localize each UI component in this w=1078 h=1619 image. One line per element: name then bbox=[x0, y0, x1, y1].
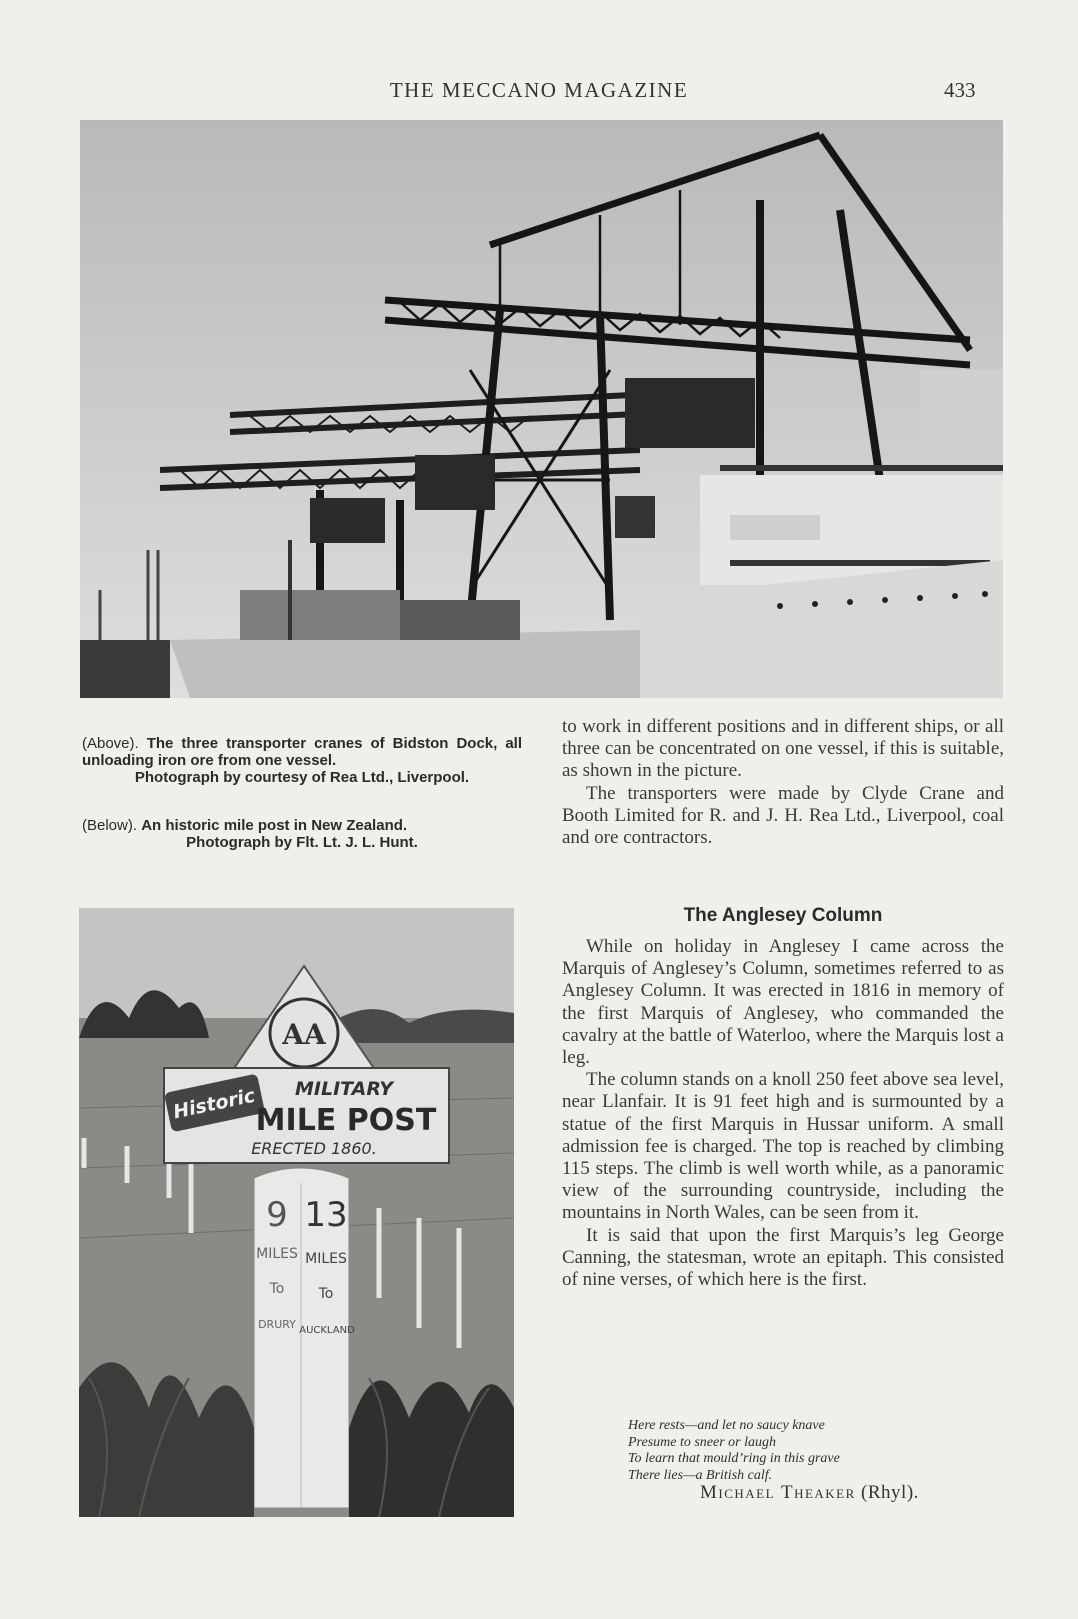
section-heading: The Anglesey Column bbox=[683, 905, 883, 926]
post-left-miles: MILES bbox=[256, 1246, 298, 1262]
post-right-number: 13 bbox=[304, 1195, 348, 1235]
author-name: Michael Theaker bbox=[700, 1482, 856, 1503]
caption-below-body: An historic mile post in New Zealand. bbox=[141, 817, 408, 834]
magazine-title: THE MECCANO MAGAZINE bbox=[389, 78, 689, 102]
caption-below bbox=[82, 817, 522, 851]
anglesey-article bbox=[562, 936, 1004, 1291]
author-location: (Rhyl). bbox=[861, 1482, 919, 1503]
author-signature bbox=[700, 1482, 919, 1504]
caption-below-lead: (Below). bbox=[82, 817, 138, 834]
milepost-illustration bbox=[79, 908, 514, 1517]
page-number: 433 bbox=[944, 78, 976, 102]
verse-line: Here rests—and let no saucy knave bbox=[628, 1418, 825, 1433]
svg-text:AA: AA bbox=[282, 1018, 326, 1051]
verse-line: To learn that mould’ring in this grave bbox=[628, 1451, 840, 1466]
post-right-place: AUCKLAND bbox=[299, 1325, 355, 1336]
verse-line: There lies—a British calf. bbox=[628, 1467, 773, 1483]
post-right-to: To bbox=[318, 1286, 334, 1302]
article-paragraph: The transporters were made by Clyde Crane and Booth Limited for R. and J. H. Rea Ltd., Liverpool, coal and ore contractors. bbox=[562, 782, 1004, 849]
post-left-place: DRURY bbox=[258, 1318, 296, 1331]
article-paragraph: The column stands on a knoll 250 feet above sea level, near Llanfair. It is 91 feet high and is surmounted by a statue of the first Marquis in Hussar uniform. A small admission fee is charged. The top is reached by climbing 115 steps. The climb is well worth while, as a panoramic view of the surrounding countryside, including the mountains in North Wales, can be seen from it. bbox=[562, 1069, 1004, 1224]
caption-above bbox=[82, 735, 522, 786]
sign-historic-text: Historic bbox=[171, 1084, 258, 1124]
caption-above-credit: Photograph by courtesy of Rea Ltd., Liverpool. bbox=[134, 769, 470, 786]
sign-erected-text: ERECTED 1860. bbox=[251, 1139, 377, 1158]
sign-milepost-text: MILE POST bbox=[255, 1103, 437, 1138]
photo-transporter-cranes bbox=[80, 120, 1003, 698]
epitaph-verse bbox=[628, 1418, 840, 1484]
post-right-miles: MILES bbox=[305, 1251, 347, 1267]
photo-mile-post bbox=[79, 908, 514, 1517]
sign-military-text: MILITARY bbox=[295, 1078, 393, 1100]
article-paragraph: It is said that upon the first Marquis’s leg George Canning, the statesman, wrote an epitaph. This consisted of nine verses, of which here is the first. bbox=[562, 1224, 1004, 1291]
article-paragraph: to work in different positions and in different ships, or all three can be concentrated on one vessel, if this is suitable, as shown in the picture. bbox=[562, 716, 1004, 782]
article-paragraph: While on holiday in Anglesey I came across the Marquis of Anglesey’s Column, sometimes referred to as Anglesey Column. It was erected in 1816 in memory of the first Marquis of Anglesey, who commanded the cavalry at the battle of Waterloo, where the Marquis lost a leg. bbox=[562, 936, 1004, 1069]
cranes-illustration bbox=[80, 120, 1003, 698]
article-continued bbox=[562, 716, 1004, 849]
caption-below-credit: Photograph by Flt. Lt. J. L. Hunt. bbox=[186, 834, 418, 851]
post-left-number: 9 bbox=[266, 1195, 288, 1235]
verse-line: Presume to sneer or laugh bbox=[628, 1434, 777, 1450]
caption-above-lead: (Above). bbox=[82, 735, 139, 752]
post-left-to: To bbox=[269, 1281, 285, 1297]
caption-above-body: The three transporter cranes of Bidston Dock, all unloading iron ore from one vessel. bbox=[82, 735, 522, 769]
